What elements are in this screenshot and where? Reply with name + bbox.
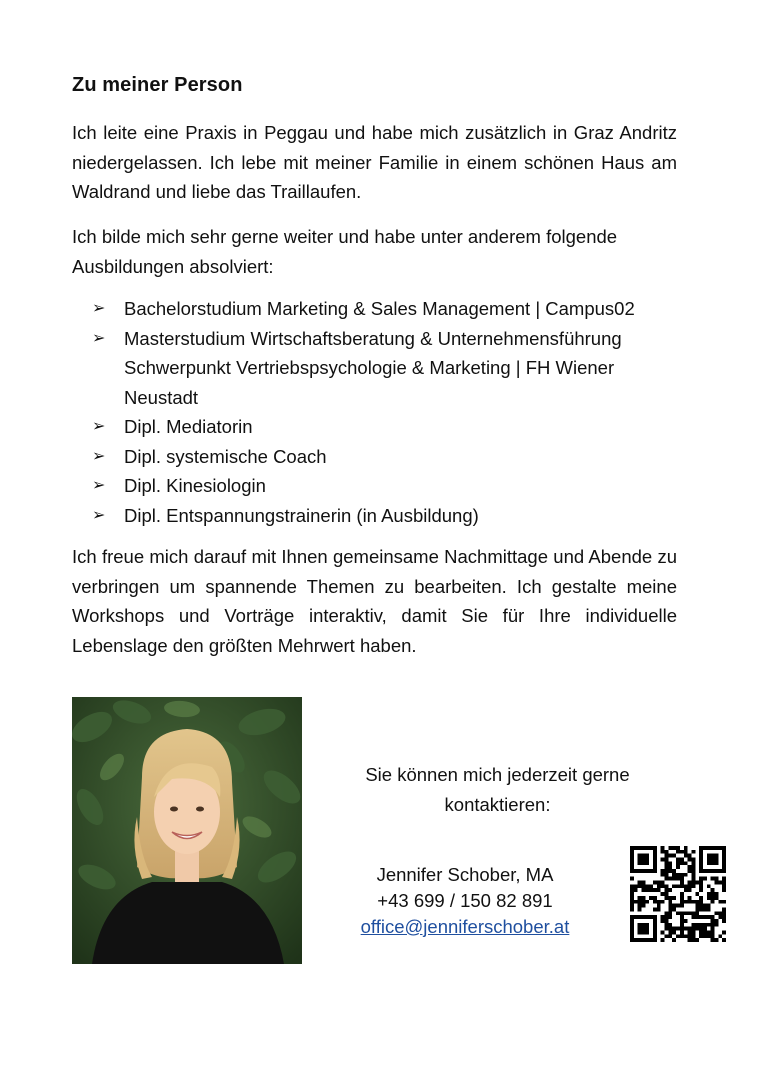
portrait-photo [72,697,302,964]
contact-intro: Sie können mich jederzeit gerne kontaktieren: [365,764,630,815]
intro-paragraph: Ich leite eine Praxis in Peggau und habe mich zusätzlich in Graz Andritz niedergelassen. Ich lebe mit meiner Familie in einem schönen Haus am Waldrand und liebe das Traillaufen. [72,122,677,202]
contact-email-link[interactable]: office@jenniferschober.at [360,916,570,937]
contact-phone[interactable]: +43 699 / 150 82 891 [377,890,553,911]
education-item-text: Bachelorstudium Marketing & Sales Management | Campus02 [124,298,635,319]
education-list [72,294,692,530]
education-item [72,471,692,501]
education-item [72,324,692,413]
education-item-text: Masterstudium Wirtschaftsberatung & Unternehmensführung Schwerpunkt Vertriebspsychologie & Marketing | FH Wiener Neustadt [124,327,622,408]
arrowhead-bullet-icon: ➢ [92,506,106,524]
education-item-text: Dipl. Entspannungstrainerin (in Ausbildung) [124,504,479,526]
arrowhead-bullet-icon: ➢ [92,447,106,465]
arrowhead-bullet-icon: ➢ [92,300,106,317]
closing-paragraph: Ich freue mich darauf mit Ihnen gemeinsame Nachmittage und Abende zu verbringen um spannende Themen zu bearbeiten. Ich gestalte meine Workshops und Vorträge interaktiv, damit Sie für Ihre individuelle Lebenslage den größten Mehrwert haben. [72,546,677,656]
arrowhead-bullet-icon: ➢ [92,418,106,435]
education-item-text: Dipl. systemische Coach [124,445,327,467]
education-item [72,501,692,531]
arrowhead-bullet-icon: ➢ [92,477,106,494]
education-intro-paragraph: Ich bilde mich sehr gerne weiter und habe unter anderem folgende Ausbildungen absolviert: [72,226,618,277]
contact-block [340,862,590,940]
qr-code[interactable] [630,846,726,942]
section-heading: Zu meiner Person [72,74,243,96]
education-item [72,412,692,442]
contact-name: Jennifer Schober, MA [376,864,554,885]
education-item [72,442,692,472]
education-item [72,294,692,324]
education-item-text: Dipl. Mediatorin [124,416,253,437]
arrowhead-bullet-icon: ➢ [92,329,106,347]
education-item-text: Dipl. Kinesiologin [124,475,266,496]
